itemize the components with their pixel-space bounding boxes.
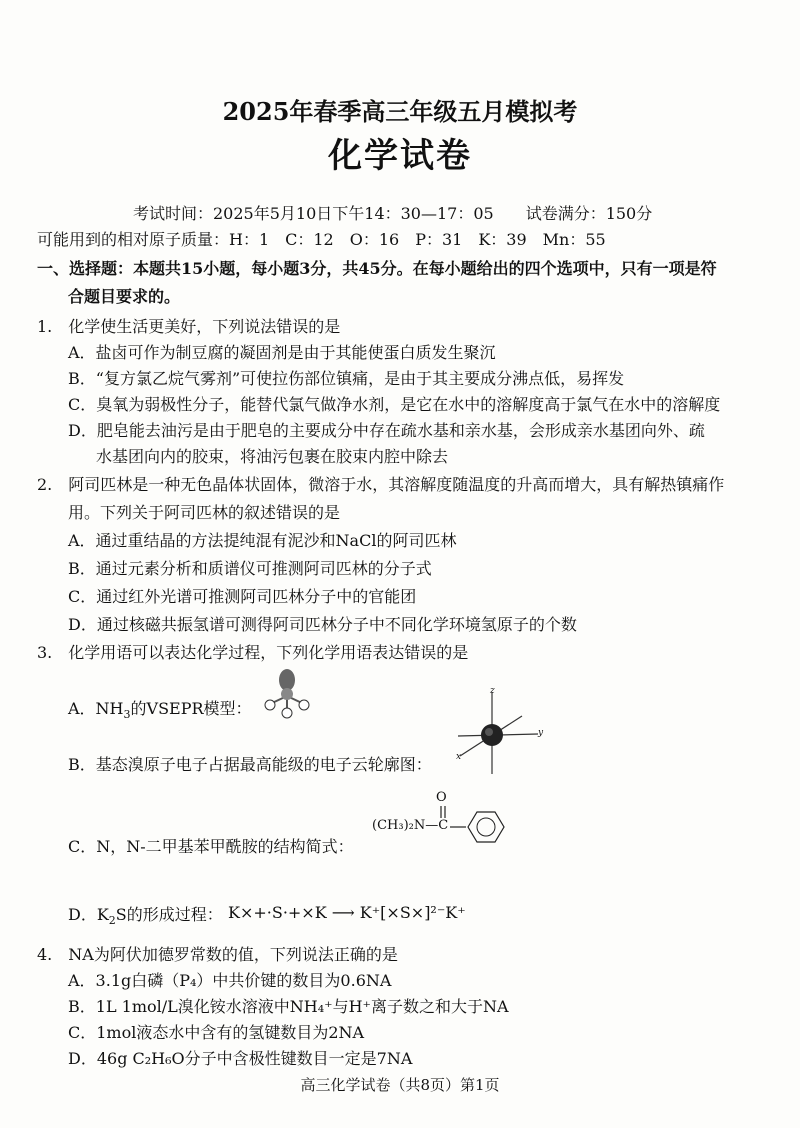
k2s-formation-equation: K×+·S·+×K ⟶ K⁺[×S×]²⁻K⁺ [228, 903, 466, 922]
exam-title-line2: 化学试卷 [328, 136, 472, 176]
exam-info: 考试时间：2025年5月10日下午14：30—17：05 试卷满分：150分 [133, 204, 653, 223]
q3-option-c: C．N，N-二甲基苯甲酰胺的结构简式： [68, 837, 354, 856]
q2-option-d: D．通过核磁共振氢谱可测得阿司匹林分子中不同化学环境氢原子的个数 [68, 615, 577, 634]
q4-option-c: C．1mol液态水中含有的氢键数目为2NA [68, 1023, 365, 1042]
page-footer: 高三化学试卷（共8页）第1页 [300, 1076, 500, 1094]
q1-option-d-line2: 水基团向内的胶束，将油污包裹在胶束内腔中除去 [96, 447, 449, 466]
q4-option-a: A．3.1g白磷（P₄）中共价键的数目为0.6NA [68, 971, 392, 990]
q4-stem: 4. NA为阿伏加德罗常数的值，下列说法正确的是 [37, 945, 398, 964]
axis-x-label: x [456, 752, 462, 762]
struct-group-label: (CH₃)₂N—C [372, 818, 449, 833]
atomic-mass-line: 可能用到的相对原子质量：H：1 C：12 O：16 P：31 K：39 Mn：55 [37, 230, 606, 249]
q2-stem-line1: 2. 阿司匹林是一种无色晶体状固体，微溶于水，其溶解度随温度的升高而增大，具有解热镇痛作 [37, 475, 725, 494]
q4-option-d: D．46g C₂H₆O分子中含极性键数目一定是7NA [68, 1049, 413, 1068]
q1-option-b: B．“复方氯乙烷气雾剂”可使拉伤部位镇痛，是由于其主要成分沸点低，易挥发 [68, 369, 625, 388]
q1-option-d-line1: D．肥皂能去油污是由于肥皂的主要成分中存在疏水基和亲水基，会形成亲水基团向外、疏 [68, 421, 705, 440]
section-heading-line1: 一、选择题：本题共15小题，每小题3分，共45分。在每小题给出的四个选项中，只有一项是符 [37, 259, 717, 278]
q2-stem-line2: 用。下列关于阿司匹林的叙述错误的是 [68, 503, 341, 522]
axis-y-label: y [538, 728, 544, 738]
nh3-vsepr-model-icon [262, 668, 312, 723]
q3-option-a: A．$NH_3$的VSEPR模型： [68, 699, 252, 722]
axis-z-label: z [490, 686, 495, 696]
q1-option-a: A．盐卤可作为制豆腐的凝固剂是由于其能使蛋白质发生聚沉 [68, 343, 496, 362]
q2-option-c: C．通过红外光谱可推测阿司匹林分子中的官能团 [68, 587, 417, 606]
q2-option-a: A．通过重结晶的方法提纯混有泥沙和NaCl的阿司匹林 [68, 531, 457, 550]
q2-option-b: B．通过元素分析和质谱仪可推测阿司匹林的分子式 [68, 559, 432, 578]
q3-option-b: B．基态溴原子电子占据最高能级的电子云轮廓图： [68, 755, 432, 774]
q3-stem: 3. 化学用语可以表达化学过程，下列化学用语表达错误的是 [37, 643, 469, 662]
q1-stem: 1. 化学使生活更美好，下列说法错误的是 [37, 317, 341, 336]
exam-title-line1: 2025年春季高三年级五月模拟考 [222, 97, 578, 126]
p-orbital-diagram-icon [452, 688, 542, 776]
q3-option-d: D．$K_2S$的形成过程： [68, 905, 223, 928]
q1-option-c: C．臭氧为弱极性分子，能替代氯气做净水剂，是它在水中的溶解度高于氯气在水中的溶解度 [68, 395, 721, 414]
benzamide-structure-icon [438, 806, 510, 856]
struct-oxygen-label: O [436, 790, 447, 805]
q4-option-b: B．1L 1mol/L溴化铵水溶液中NH₄⁺与H⁺离子数之和大于NA [68, 997, 509, 1016]
section-heading-line2: 合题目要求的。 [68, 287, 181, 306]
